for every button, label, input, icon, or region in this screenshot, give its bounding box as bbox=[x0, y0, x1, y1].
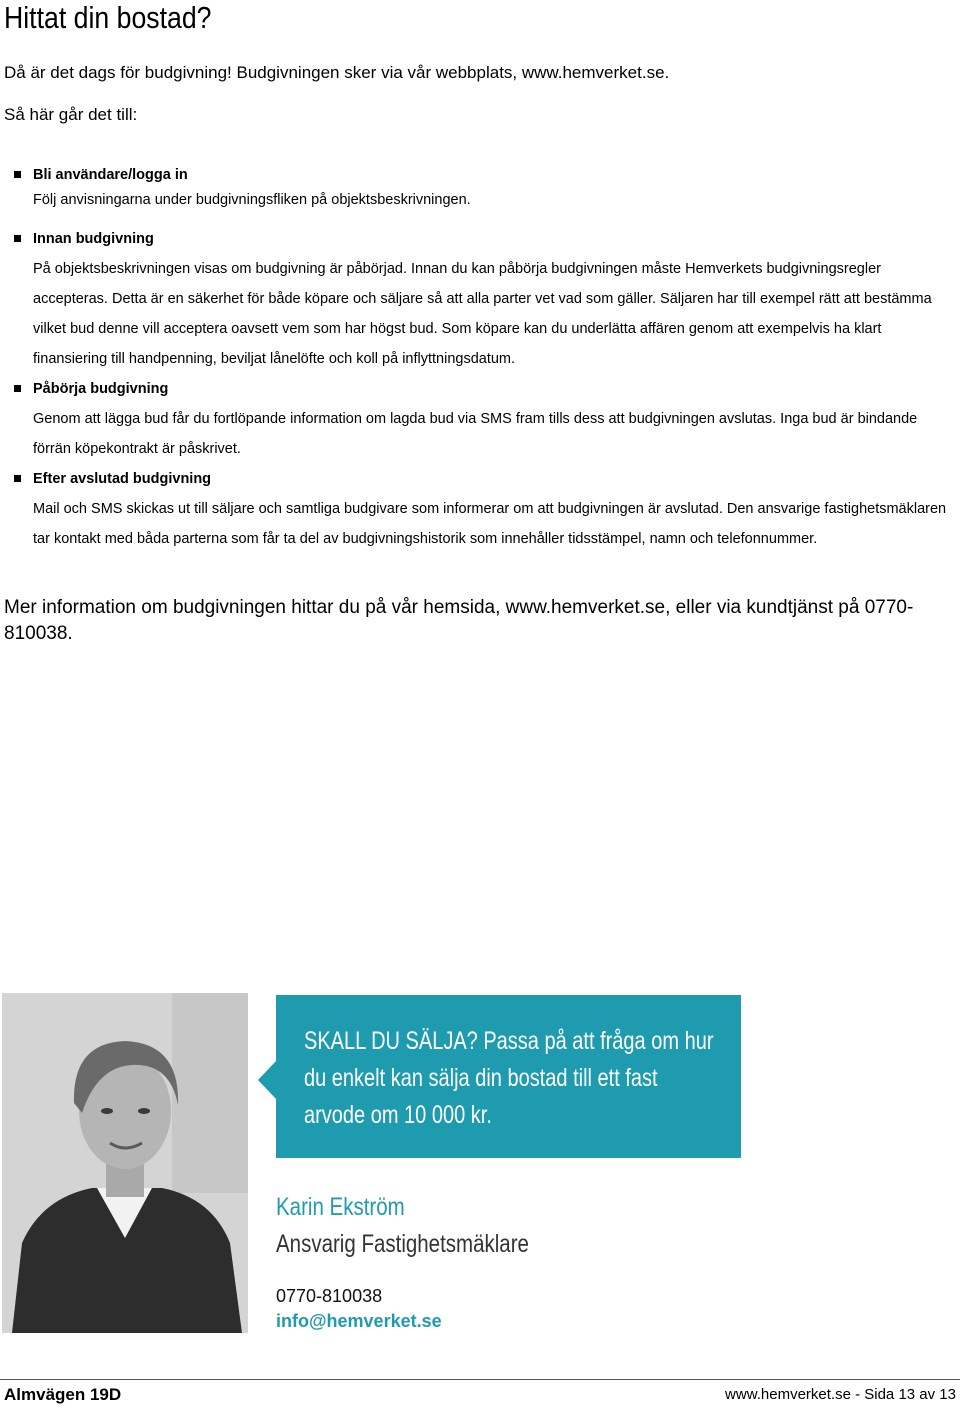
bullet-icon bbox=[14, 171, 21, 178]
footer-site-page: www.hemverket.se - Sida 13 av 13 bbox=[725, 1386, 956, 1403]
step-heading: Bli användare/logga in bbox=[33, 167, 188, 183]
step-body: Följ anvisningarna under budgivningsfliken på objektsbeskrivningen. bbox=[33, 192, 471, 208]
howto-heading: Så här går det till: bbox=[4, 105, 138, 124]
intro-text: Då är det dags för budgivning! Budgivningen sker via vår webbplats, www.hemverket.se. bbox=[4, 63, 670, 82]
agent-phone: 0770-810038 bbox=[276, 1286, 383, 1306]
agent-role: Ansvarig Fastighetsmäklare bbox=[276, 1230, 529, 1258]
step-body: Genom att lägga bud får du fortlöpande information om lagda bud via SMS fram tills dess att budgivningen avslutas. Inga bud är bindande förrän köpekontrakt är påskrivet. bbox=[33, 411, 918, 457]
sell-callout bbox=[276, 995, 741, 1158]
step-list bbox=[0, 160, 960, 554]
step-body: Mail och SMS skickas ut till säljare och samtliga budgivare som informerar om att budgivningen är avslutad. Den ansvarige fastighetsmäklaren tar kontakt med båda parterna som får ta del av budgivningshistorik som innehåller tidsstämpel, namn och telefonnummer. bbox=[33, 501, 947, 547]
agent-photo bbox=[2, 993, 248, 1333]
step-item bbox=[0, 160, 960, 220]
page-title: Hittat din bostad? bbox=[4, 0, 212, 35]
step-heading: Innan budgivning bbox=[33, 231, 154, 247]
bullet-icon bbox=[14, 235, 21, 242]
step-body: På objektsbeskrivningen visas om budgivning är påbörjad. Innan du kan påbörja budgivningen måste Hemverkets budgivningsregler accepteras. Detta är en säkerhet för både köpare och säljare så att alla parter vet vad som gäller. Säljaren har till exempel rätt att bestämma vilket bud denne vill acceptera oavsett vem som har högst bud. Som köpare kan du underlätta affären genom att exempelvis ha klart finansiering till handpenning, beviljat lånelöfte och koll på inflyttningsdatum. bbox=[33, 261, 932, 367]
step-item bbox=[0, 374, 960, 464]
more-info-text: Mer information om budgivningen hittar du på vår hemsida, www.hemverket.se, eller via kundtjänst på 0770-810038. bbox=[4, 597, 914, 644]
bullet-icon bbox=[14, 475, 21, 482]
step-heading: Efter avslutad budgivning bbox=[33, 471, 212, 487]
step-item bbox=[0, 464, 960, 554]
step-heading: Påbörja budgivning bbox=[33, 381, 169, 397]
agent-name: Karin Ekström bbox=[276, 1193, 405, 1221]
agent-email-link[interactable]: info@hemverket.se bbox=[276, 1311, 442, 1331]
footer-divider bbox=[0, 1379, 960, 1380]
footer-address: Almvägen 19D bbox=[4, 1385, 122, 1404]
agent-portrait-image bbox=[2, 993, 248, 1333]
step-item bbox=[0, 224, 960, 374]
bullet-icon bbox=[14, 385, 21, 392]
callout-pointer bbox=[258, 1060, 277, 1100]
callout-text: SKALL DU SÄLJA? Passa på att fråga om hur du enkelt kan sälja din bostad till ett fast arvode om 10 000 kr. bbox=[304, 1027, 714, 1129]
